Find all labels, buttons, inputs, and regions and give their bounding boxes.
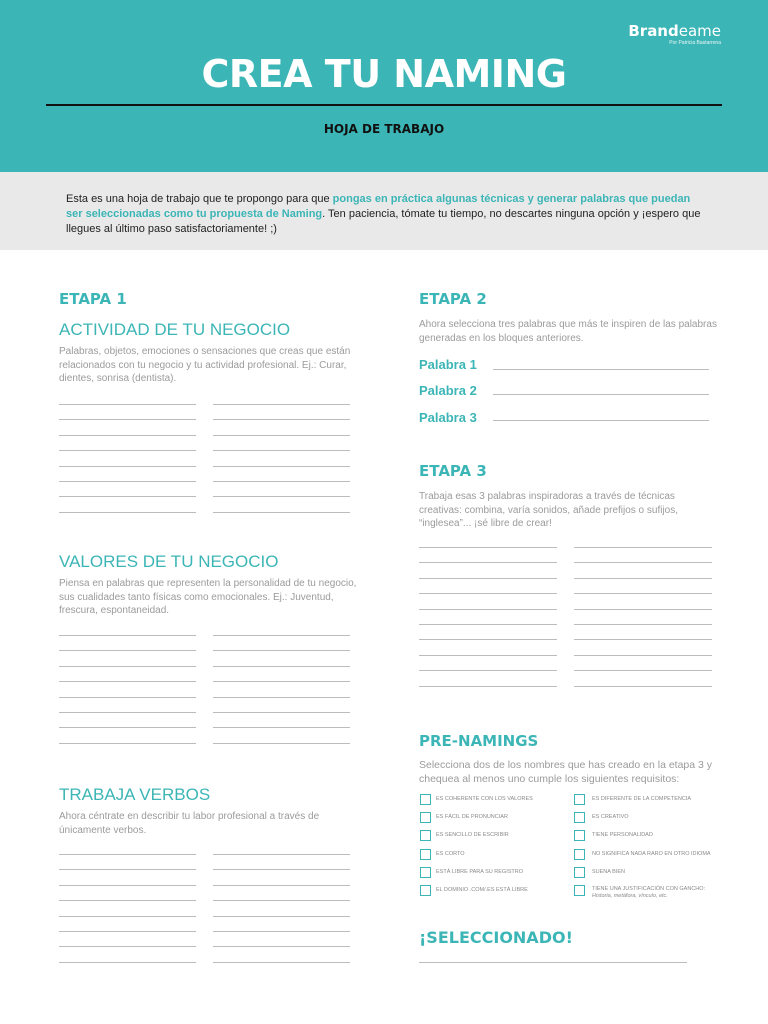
checkbox-creativo[interactable] [574,812,585,823]
writing-line[interactable] [574,609,712,610]
writing-line[interactable] [574,639,712,640]
checkbox-dominio[interactable] [420,885,431,896]
checkbox-label: ES COHERENTE CON LOS VALORES [436,796,533,802]
brand-name-rest: eame [678,22,721,40]
writing-line[interactable] [419,670,557,671]
writing-line[interactable] [213,727,350,728]
writing-line[interactable] [59,666,196,667]
writing-line[interactable] [419,624,557,625]
writing-line[interactable] [213,435,350,436]
writing-line[interactable] [574,547,712,548]
writing-line[interactable] [213,466,350,467]
section-desc-verbos: Ahora céntrate en describir tu labor profesional a través de únicamente verbos. [59,811,320,836]
writing-line[interactable] [213,869,350,870]
writing-line[interactable] [59,712,196,713]
writing-line[interactable] [59,496,196,497]
checkbox-label: ES DIFERENTE DE LA COMPETENCIA [592,796,692,802]
intro-part1: Esta es una hoja de trabajo que te propongo para que [66,193,333,205]
checkbox-coherente[interactable] [420,794,431,805]
seleccionado-input-line[interactable] [419,962,687,963]
etapa1-heading: ETAPA 1 [59,290,127,308]
writing-line[interactable] [213,481,350,482]
writing-line[interactable] [419,593,557,594]
etapa2-heading: ETAPA 2 [419,290,487,308]
writing-line[interactable] [59,697,196,698]
checkbox-label: ESTÁ LIBRE PARA SU REGISTRO [436,869,524,875]
checkbox-label: TIENE PERSONALIDAD [592,832,653,838]
writing-line[interactable] [59,869,196,870]
page-subtitle: HOJA DE TRABAJO [323,122,445,136]
checkbox-label: TIENE UNA JUSTIFICACIÓN CON GANCHO: [592,886,706,892]
section-desc-valores: Piensa en palabras que representen la personalidad de tu negocio, sus cualidades tanto físicas como emocionales. Ej.: Juventud, frescura, espontaneidad. [59,578,357,616]
writing-line[interactable] [419,562,557,563]
brand-tagline: Por Patricia Bastarrena [669,40,721,46]
writing-line[interactable] [213,900,350,901]
writing-line[interactable] [59,512,196,513]
writing-line[interactable] [213,496,350,497]
writing-line[interactable] [419,639,557,640]
writing-line[interactable] [419,686,557,687]
writing-line[interactable] [213,681,350,682]
checkbox-label: ES CREATIVO [592,814,629,820]
checkbox-corto[interactable] [420,849,431,860]
writing-line[interactable] [213,635,350,636]
prenamings-heading: PRE-NAMINGS [419,732,539,750]
etapa2-desc: Ahora selecciona tres palabras que más te inspiren de las palabras generadas en los bloques anteriores. [419,319,717,344]
writing-line[interactable] [213,450,350,451]
writing-line[interactable] [213,743,350,744]
writing-line[interactable] [59,946,196,947]
checkbox-idioma[interactable] [574,849,585,860]
checkbox-label: SUENA BIEN [592,869,626,875]
writing-line[interactable] [213,650,350,651]
writing-line[interactable] [213,946,350,947]
writing-line[interactable] [59,681,196,682]
word-input-line-3[interactable] [493,420,709,421]
checkbox-escribir[interactable] [420,830,431,841]
writing-line[interactable] [213,419,350,420]
writing-line[interactable] [213,916,350,917]
writing-line[interactable] [59,650,196,651]
checkbox-label: ES SENCILLO DE ESCRIBIR [436,832,509,838]
writing-line[interactable] [59,885,196,886]
word-label-3: Palabra 3 [419,410,477,425]
writing-line[interactable] [213,712,350,713]
writing-line[interactable] [59,466,196,467]
writing-line[interactable] [59,743,196,744]
etapa3-desc: Trabaja esas 3 palabras inspiradoras a través de técnicas creativas: combina, varía sonidos, añade prefijos o sufijos, “inglesea”... ¡sé libre de crear! [419,491,679,529]
section-title-verbos: TRABAJA VERBOS [59,785,211,804]
checkbox-label: EL DOMINIO .COM/.ES ESTÁ LIBRE [436,887,528,893]
writing-line[interactable] [59,404,196,405]
writing-line[interactable] [213,697,350,698]
writing-line[interactable] [419,578,557,579]
writing-line[interactable] [59,635,196,636]
writing-line[interactable] [574,593,712,594]
word-input-line-2[interactable] [493,394,709,395]
checkbox-personalidad[interactable] [574,830,585,841]
writing-line[interactable] [59,900,196,901]
intro-part2: . Ten paciencia, tómate tu tiempo, no descartes ninguna opción y ¡espero que llegues al último paso satisfactoriamente! ;) [66,208,701,235]
brand-logo [628,22,721,46]
writing-line[interactable] [213,885,350,886]
checkbox-sublabel: Historia, metáfora, vínculo, etc. [592,893,668,899]
writing-line[interactable] [213,931,350,932]
prenamings-desc: Selecciona dos de los nombres que has creado en la etapa 3 y chequea al menos uno cumple los siguientes requisitos: [419,759,713,785]
word-input-line-1[interactable] [493,369,709,370]
writing-line[interactable] [213,962,350,963]
writing-line[interactable] [59,435,196,436]
writing-line[interactable] [574,624,712,625]
page-title: CREA TU NAMING [201,52,567,96]
writing-line[interactable] [59,450,196,451]
writing-line[interactable] [213,854,350,855]
checkbox-registro[interactable] [420,867,431,878]
intro-box [0,172,768,250]
header-banner [0,0,768,172]
checkbox-label: ES FÁCIL DE PRONUNCIAR [436,814,508,820]
checkbox-label-gancho [592,886,722,900]
seleccionado-heading: ¡SELECCIONADO! [419,928,573,947]
intro-text [66,192,706,237]
writing-line[interactable] [213,512,350,513]
checkbox-label: NO SIGNIFICA NADA RARO EN OTRO IDIOMA [592,851,711,857]
checkbox-diferente[interactable] [574,794,585,805]
checkbox-pronunciar[interactable] [420,812,431,823]
writing-line[interactable] [574,670,712,671]
writing-line[interactable] [574,578,712,579]
word-label-2: Palabra 2 [419,383,477,398]
writing-line[interactable] [574,655,712,656]
writing-line[interactable] [213,666,350,667]
writing-line[interactable] [59,481,196,482]
writing-line[interactable] [574,562,712,563]
writing-line[interactable] [59,727,196,728]
section-title-valores: VALORES DE TU NEGOCIO [59,552,279,571]
writing-line[interactable] [419,609,557,610]
word-label-1: Palabra 1 [419,357,477,372]
checkbox-gancho[interactable] [574,885,585,896]
checkbox-label: ES CORTO [436,851,465,857]
writing-line[interactable] [59,419,196,420]
writing-line[interactable] [59,854,196,855]
brand-name-bold: Brand [628,22,679,40]
checkbox-suena[interactable] [574,867,585,878]
header-divider [46,104,722,106]
writing-line[interactable] [213,404,350,405]
writing-line[interactable] [59,916,196,917]
writing-line[interactable] [59,962,196,963]
section-title-actividad: ACTIVIDAD DE TU NEGOCIO [59,320,291,339]
etapa3-heading: ETAPA 3 [419,462,487,480]
writing-line[interactable] [574,686,712,687]
intro-highlight: pongas en práctica algunas técnicas y generar palabras que puedan ser seleccionadas como tu propuesta de Naming [66,193,691,220]
writing-line[interactable] [59,931,196,932]
writing-line[interactable] [419,547,557,548]
writing-line[interactable] [419,655,557,656]
section-desc-actividad: Palabras, objetos, emociones o sensaciones que creas que están relacionados con tu negocio y tu actividad profesional. Ej.: Curar, dientes, sonrisa (dentista). [59,346,351,384]
